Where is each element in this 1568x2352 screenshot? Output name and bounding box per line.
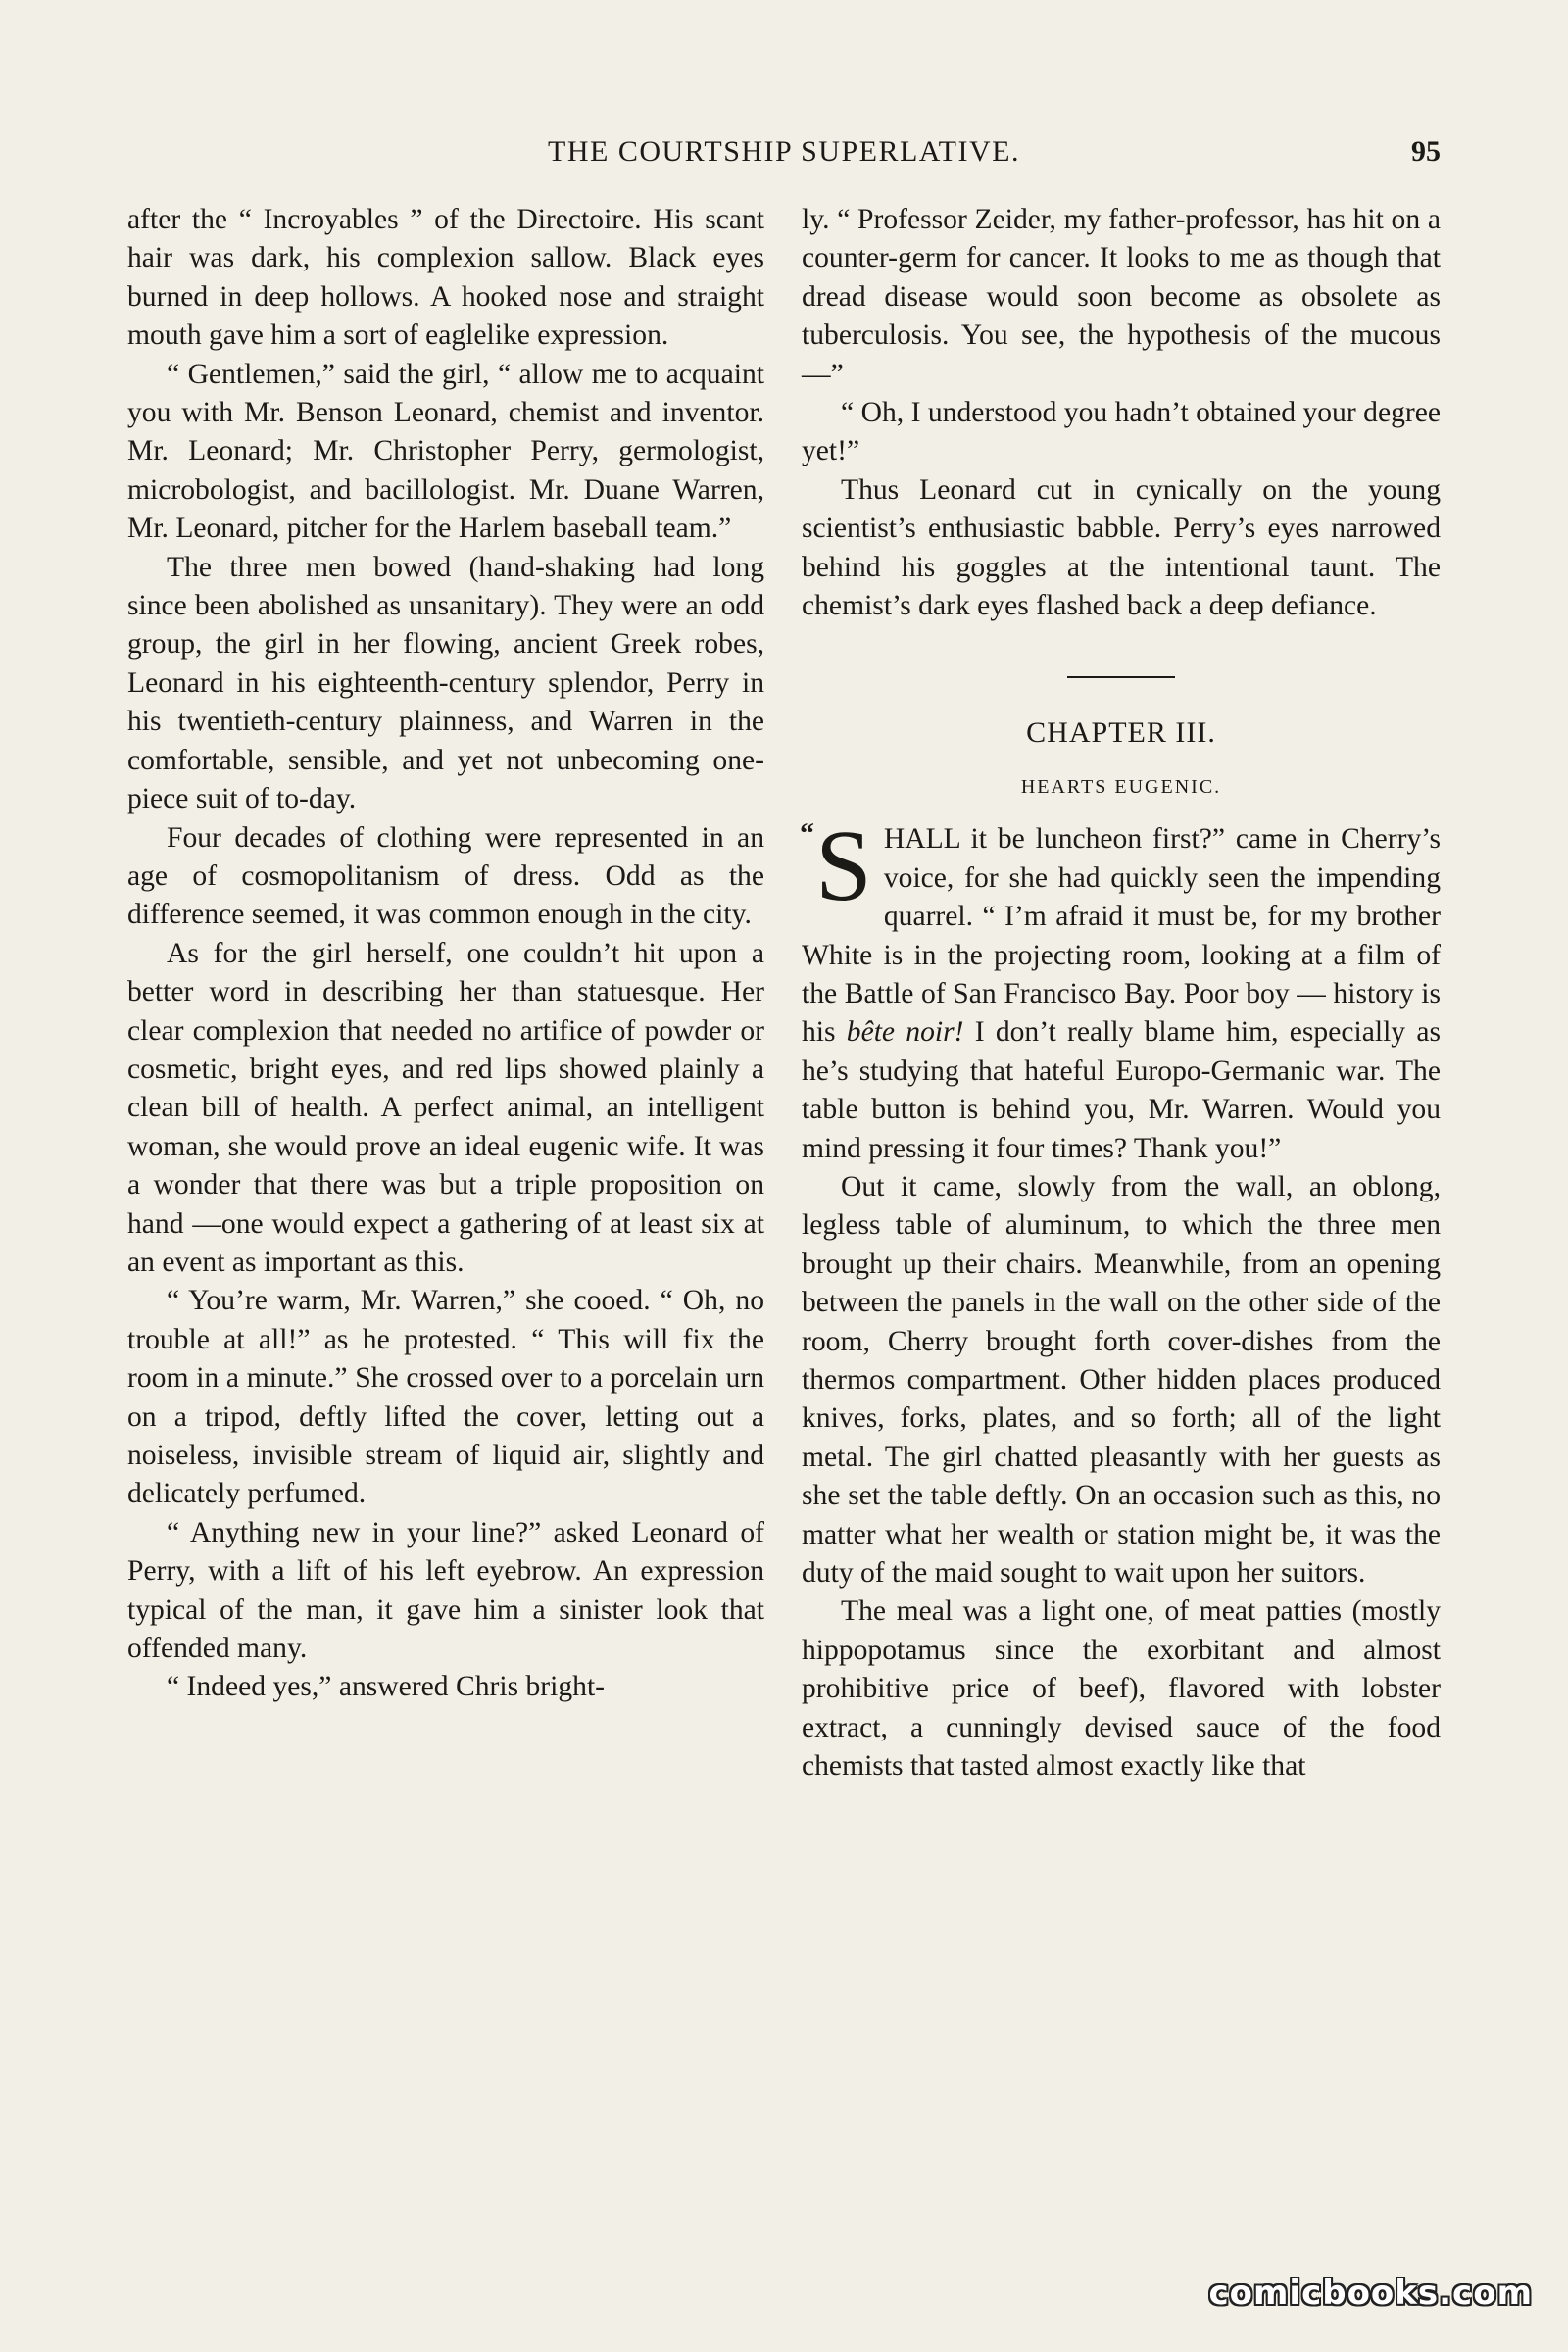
page-header [127, 135, 1441, 174]
watermark-logo: comicbooks.com [1208, 2274, 1533, 2313]
paragraph: “ Anything new in your line?” asked Leonard of Perry, with a lift of his left eyebrow. An expression typical of the man, it gave him a sinister look that offended many. [127, 1516, 764, 1665]
paragraph: Thus Leonard cut in cynically on the young scientist’s enthusiastic babble. Perry’s eyes narrowed behind his goggles at the intentional taunt. The chemist’s dark eyes flashed back a deep defiance. [802, 473, 1441, 622]
paragraph-text: HALL it be luncheon first?” came in Cherry’s voice, for she had quickly seen the impending quarrel. “ I’m afraid it must be, for my brother White is in the projecting room, looking at a film of the Battle of San Francisco Bay. Poor boy — history is his [802, 823, 1441, 1049]
chapter-subtitle: HEARTS EUGENIC. [1020, 775, 1222, 798]
paragraph: Four decades of clothing were represented in an age of cosmopolitanism of dress. Odd as the difference seemed, it was common enough in the city. [127, 821, 764, 931]
paragraph: “ Oh, I understood you hadn’t obtained your degree yet!” [802, 397, 1441, 467]
section-divider [1067, 676, 1175, 678]
paragraph: “ You’re warm, Mr. Warren,” she cooed. “ Oh, no trouble at all!” as he protested. “ This will fix the room in a minute.” She crossed over to a porcelain urn on a tripod, deftly lifted the cover, letting out a noiseless, invisible stream of liquid air, slightly and delicately perfumed. [127, 1285, 764, 1510]
drop-cap: S [815, 809, 872, 923]
paragraph: ly. “ Professor Zeider, my father-professor, has hit on a counter-germ for cancer. It looks to me as though that dread disease would soon become as obsolete as tuberculosis. You see, the hypothesis of the mucous—” [802, 204, 1441, 390]
paragraph: “ Gentlemen,” said the girl, “ allow me to acquaint you with Mr. Benson Leonard, chemist and inventor. Mr. Leonard; Mr. Christopher Perry, germologist, microbologist, and bacillologist. Mr. Duane Warren, Mr. Leonard, pitcher for the Harlem baseball team.” [127, 358, 764, 545]
left-column [127, 201, 764, 1707]
paragraph [802, 809, 1441, 1168]
chapter-title: CHAPTER III. [1026, 716, 1216, 750]
paragraph: “ Indeed yes,” answered Chris bright- [167, 1671, 606, 1703]
paragraph: The three men bowed (hand-shaking had long since been abolished as unsanitary). They were an odd group, the girl in her flowing, ancient Greek robes, Leonard in his eighteenth-century splendor, Perry in his twentieth-century plainness, and Warren in the comfortable, sensible, and yet not unbecoming one-piece suit of to-day. [127, 551, 764, 815]
right-column [802, 201, 1441, 1786]
paragraph: As for the girl herself, one couldn’t hit upon a better word in describing her than statuesque. Her clear complexion that needed no artifice of powder or cosmetic, bright eyes, and red lips showed plainly a clean bill of health. A perfect animal, an intelligent woman, she would prove an ideal eugenic wife. It was a wonder that there was but a triple proposition on hand —one would expect a gathering of at least six at an event as important as this. [127, 937, 764, 1278]
paragraph-text: I don’t really blame him, especially as he’s studying that hateful Europo-Germanic war. The table button is behind you, Mr. Warren. Would you mind pressing it four times? Thank you!” [802, 1016, 1441, 1164]
page-number: 95 [1411, 135, 1441, 168]
paragraph: Out it came, slowly from the wall, an oblong, legless table of aluminum, to which the three men brought up their chairs. Meanwhile, from an opening between the panels in the wall on the other side of the room, Cherry brought forth cover-dishes from the thermos compartment. Other hidden places produced knives, forks, plates, and so forth; all of the light metal. The girl chatted pleasantly with her guests as she set the table deftly. On an occasion such as this, no matter what her wealth or station might be, it was the duty of the maid sought to wait upon her suitors. [802, 1170, 1441, 1589]
paragraph: The meal was a light one, of meat patties (mostly hippopotamus since the exorbitant and almost prohibitive price of beef), flavored with lobster extract, a cunningly devised sauce of the food chemists that tasted almost exactly like that [802, 1595, 1441, 1783]
paragraph: after the “ Incroyables ” of the Directoire. His scant hair was dark, his complexion sallow. Black eyes burned in deep hollows. A hooked nose and straight mouth gave him a sort of eaglelike expression. [127, 204, 764, 352]
italic-phrase: bête noir! [846, 1016, 964, 1049]
chapter-opening [800, 809, 1441, 1168]
running-title: THE COURTSHIP SUPERLATIVE. [548, 135, 1020, 168]
opening-quote-mark: “ [800, 817, 814, 851]
